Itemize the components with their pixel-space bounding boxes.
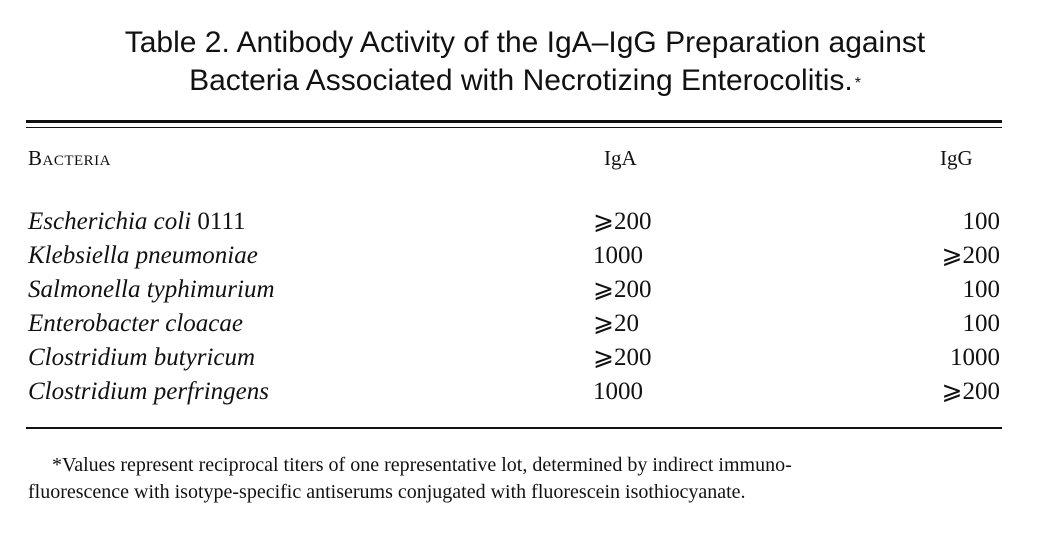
footnote-line-1: *Values represent reciprocal titers of one representative lot, determined by indirect immuno- xyxy=(52,454,792,476)
table-row xyxy=(0,273,1050,307)
igg-titer: 1000 xyxy=(950,344,1000,371)
strain-label: 0111 xyxy=(191,208,246,235)
table-row xyxy=(0,341,1050,375)
column-header-bacteria: Bacteria xyxy=(28,146,112,170)
iga-titer: ⩾20 xyxy=(593,310,639,337)
bacteria-name xyxy=(28,341,255,375)
species-name: Salmonella typhimurium xyxy=(28,276,275,303)
species-name: Klebsiella pneumoniae xyxy=(28,242,258,269)
igg-titer: 100 xyxy=(962,208,1000,235)
bacteria-name xyxy=(28,307,243,341)
table-body xyxy=(0,205,1050,409)
table-row xyxy=(0,375,1050,409)
table-row xyxy=(0,205,1050,239)
footnote-line-2: fluorescence with isotype-specific antiserums conjugated with fluorescein isothiocyanate. xyxy=(28,481,746,503)
species-name: Enterobacter cloacae xyxy=(28,310,243,337)
table-title-line-2 xyxy=(0,62,1050,103)
column-header-igg: IgG xyxy=(940,146,973,170)
table-title xyxy=(0,24,1050,103)
iga-titer: ⩾200 xyxy=(593,344,652,371)
igg-titer: ⩾200 xyxy=(941,378,1000,405)
bacteria-name xyxy=(28,205,246,239)
igg-titer: ⩾200 xyxy=(941,242,1000,269)
igg-titer: 100 xyxy=(962,310,1000,337)
bacteria-name xyxy=(28,375,269,409)
table-title-line-1: Table 2. Antibody Activity of the IgA–IgG Preparation against xyxy=(124,26,926,59)
top-rule-thin xyxy=(26,127,1002,128)
bacteria-name xyxy=(28,273,275,307)
table-row xyxy=(0,307,1050,341)
table-title-text: Bacteria Associated with Necrotizing Enterocolitis. xyxy=(189,64,853,97)
top-rule-thick xyxy=(26,120,1002,123)
igg-titer: 100 xyxy=(962,276,1000,303)
bottom-rule xyxy=(26,427,1002,429)
iga-titer: 1000 xyxy=(593,378,643,405)
bacteria-name xyxy=(28,239,258,273)
species-name: Clostridium perfringens xyxy=(28,378,269,405)
species-name: Clostridium butyricum xyxy=(28,344,256,371)
footnote-marker: * xyxy=(854,75,861,92)
table-row xyxy=(0,239,1050,273)
iga-titer: ⩾200 xyxy=(593,276,652,303)
iga-titer: 1000 xyxy=(593,242,643,269)
column-header-iga: IgA xyxy=(604,146,637,170)
iga-titer: ⩾200 xyxy=(593,208,652,235)
species-name: Escherichia coli xyxy=(28,208,192,235)
footnote xyxy=(28,452,1004,506)
